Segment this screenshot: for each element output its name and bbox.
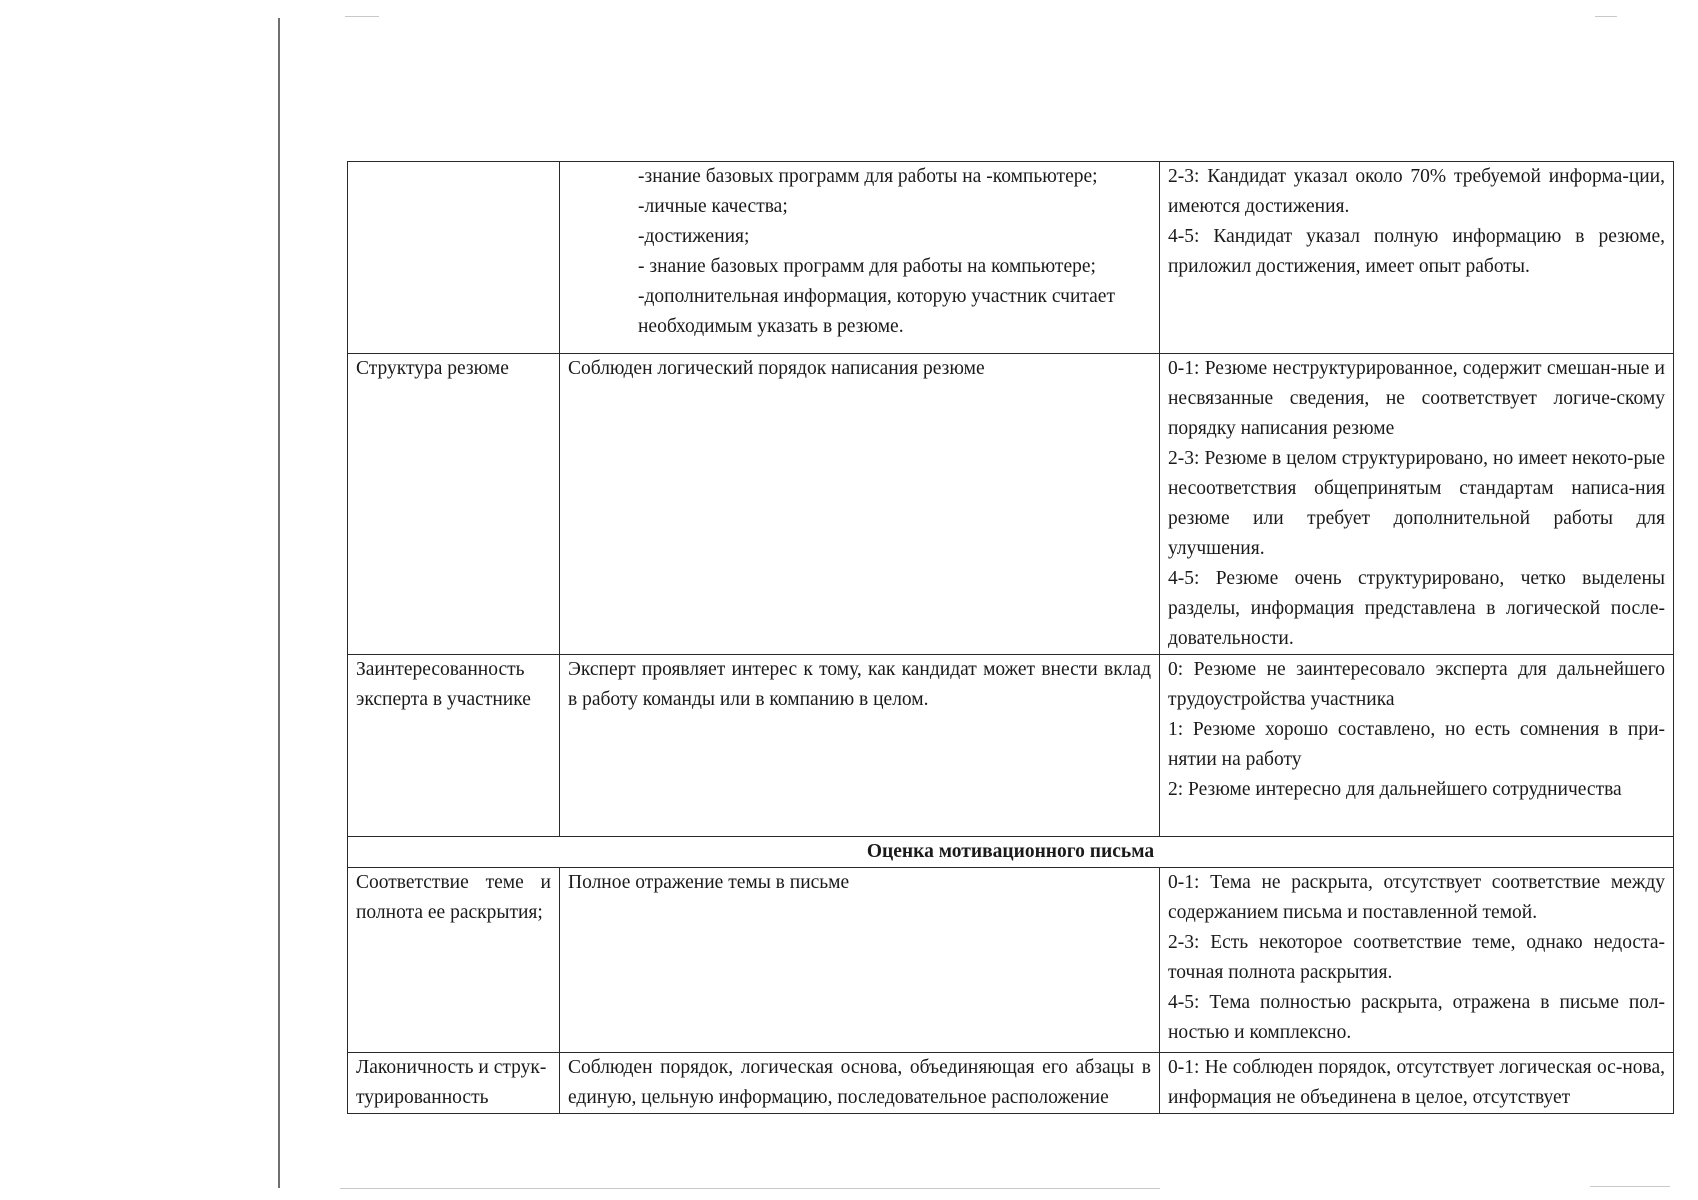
scan-artifact — [1590, 1186, 1670, 1187]
section-heading: Оценка мотивационного письма — [348, 837, 1674, 868]
page-binding-line — [278, 18, 280, 1188]
score-level: 0-1: Тема не раскрыта, отсутствует соответствие между содержанием письма и поставленной темой. — [1168, 872, 1665, 923]
list-item: -дополнительная информация, которую участник считает — [638, 286, 1115, 307]
list-item: -достижения; — [638, 226, 750, 247]
score-level: 2-3: Кандидат указал около 70% требуемой информа-ции, имеются достижения. — [1168, 166, 1665, 217]
scan-artifact — [345, 16, 379, 17]
table-row-continued — [348, 162, 1674, 354]
scoring-cell — [1160, 1053, 1674, 1114]
criterion-cell: Соответствие теме и полнота ее раскрытия; — [348, 868, 560, 1053]
criterion-cell: Структура резюме — [348, 354, 560, 655]
scan-artifact — [340, 1188, 1160, 1189]
description-cell: Полное отражение темы в письме — [560, 868, 1160, 1053]
score-level: 0-1: Не соблюден порядок, отсутствует логическая ос-нова, информация не объединена в целое, отсутствует — [1168, 1057, 1665, 1108]
table-section-row — [348, 837, 1674, 868]
requirements-list — [568, 162, 1151, 342]
score-level: 2-3: Есть некоторое соответствие теме, однако недоста-точная полнота раскрытия. — [1168, 932, 1665, 983]
scoring-cell — [1160, 354, 1674, 655]
table-row-interest — [348, 655, 1674, 837]
score-level: 4-5: Резюме очень структурировано, четко выделены разделы, информация представлена в логической после-довательности. — [1168, 568, 1665, 649]
list-item: -личные качества; — [638, 196, 788, 217]
score-level: 4-5: Кандидат указал полную информацию в резюме, приложил достижения, имеет опыт работы. — [1168, 226, 1665, 277]
criterion-cell: Лаконичность и струк-турированность — [348, 1053, 560, 1114]
score-level: 0-1: Резюме неструктурированное, содержит смешан-ные и несвязанные сведения, не соответствует логиче-скому порядку написания резюме — [1168, 358, 1665, 439]
table-row-concise — [348, 1053, 1674, 1114]
list-item: -знание базовых программ для работы на -компьютере; — [638, 166, 1098, 187]
criterion-cell: Заинтересованность эксперта в участнике — [348, 655, 560, 837]
description-cell: Соблюден порядок, логическая основа, объединяющая его абзацы в единую, цельную информацию, последовательное расположение — [560, 1053, 1160, 1114]
scoring-cell — [1160, 868, 1674, 1053]
description-cell: Соблюден логический порядок написания резюме — [560, 354, 1160, 655]
score-level: 1: Резюме хорошо составлено, но есть сомнения в при-нятии на работу — [1168, 719, 1665, 770]
scoring-cell — [1160, 655, 1674, 837]
table-row-topic — [348, 868, 1674, 1053]
description-cell — [560, 162, 1160, 354]
description-cell: Эксперт проявляет интерес к тому, как кандидат может внести вклад в работу команды или в компанию в целом. — [560, 655, 1160, 837]
score-level: 2-3: Резюме в целом структурировано, но имеет некото-рые несоответствия общепринятым стандартам написа-ния резюме или требует дополнительной работы для улучшения. — [1168, 448, 1665, 559]
table-row-structure — [348, 354, 1674, 655]
score-level: 2: Резюме интересно для дальнейшего сотрудничества — [1168, 779, 1622, 800]
evaluation-criteria-table — [347, 161, 1674, 1114]
list-item: необходимым указать в резюме. — [638, 316, 904, 337]
scoring-cell — [1160, 162, 1674, 354]
score-level: 0: Резюме не заинтересовало эксперта для дальнейшего трудоустройства участника — [1168, 659, 1665, 710]
list-item: - знание базовых программ для работы на компьютере; — [638, 256, 1096, 277]
scan-artifact — [1595, 16, 1617, 17]
score-level: 4-5: Тема полностью раскрыта, отражена в письме пол-ностью и комплексно. — [1168, 992, 1665, 1043]
criterion-cell — [348, 162, 560, 354]
